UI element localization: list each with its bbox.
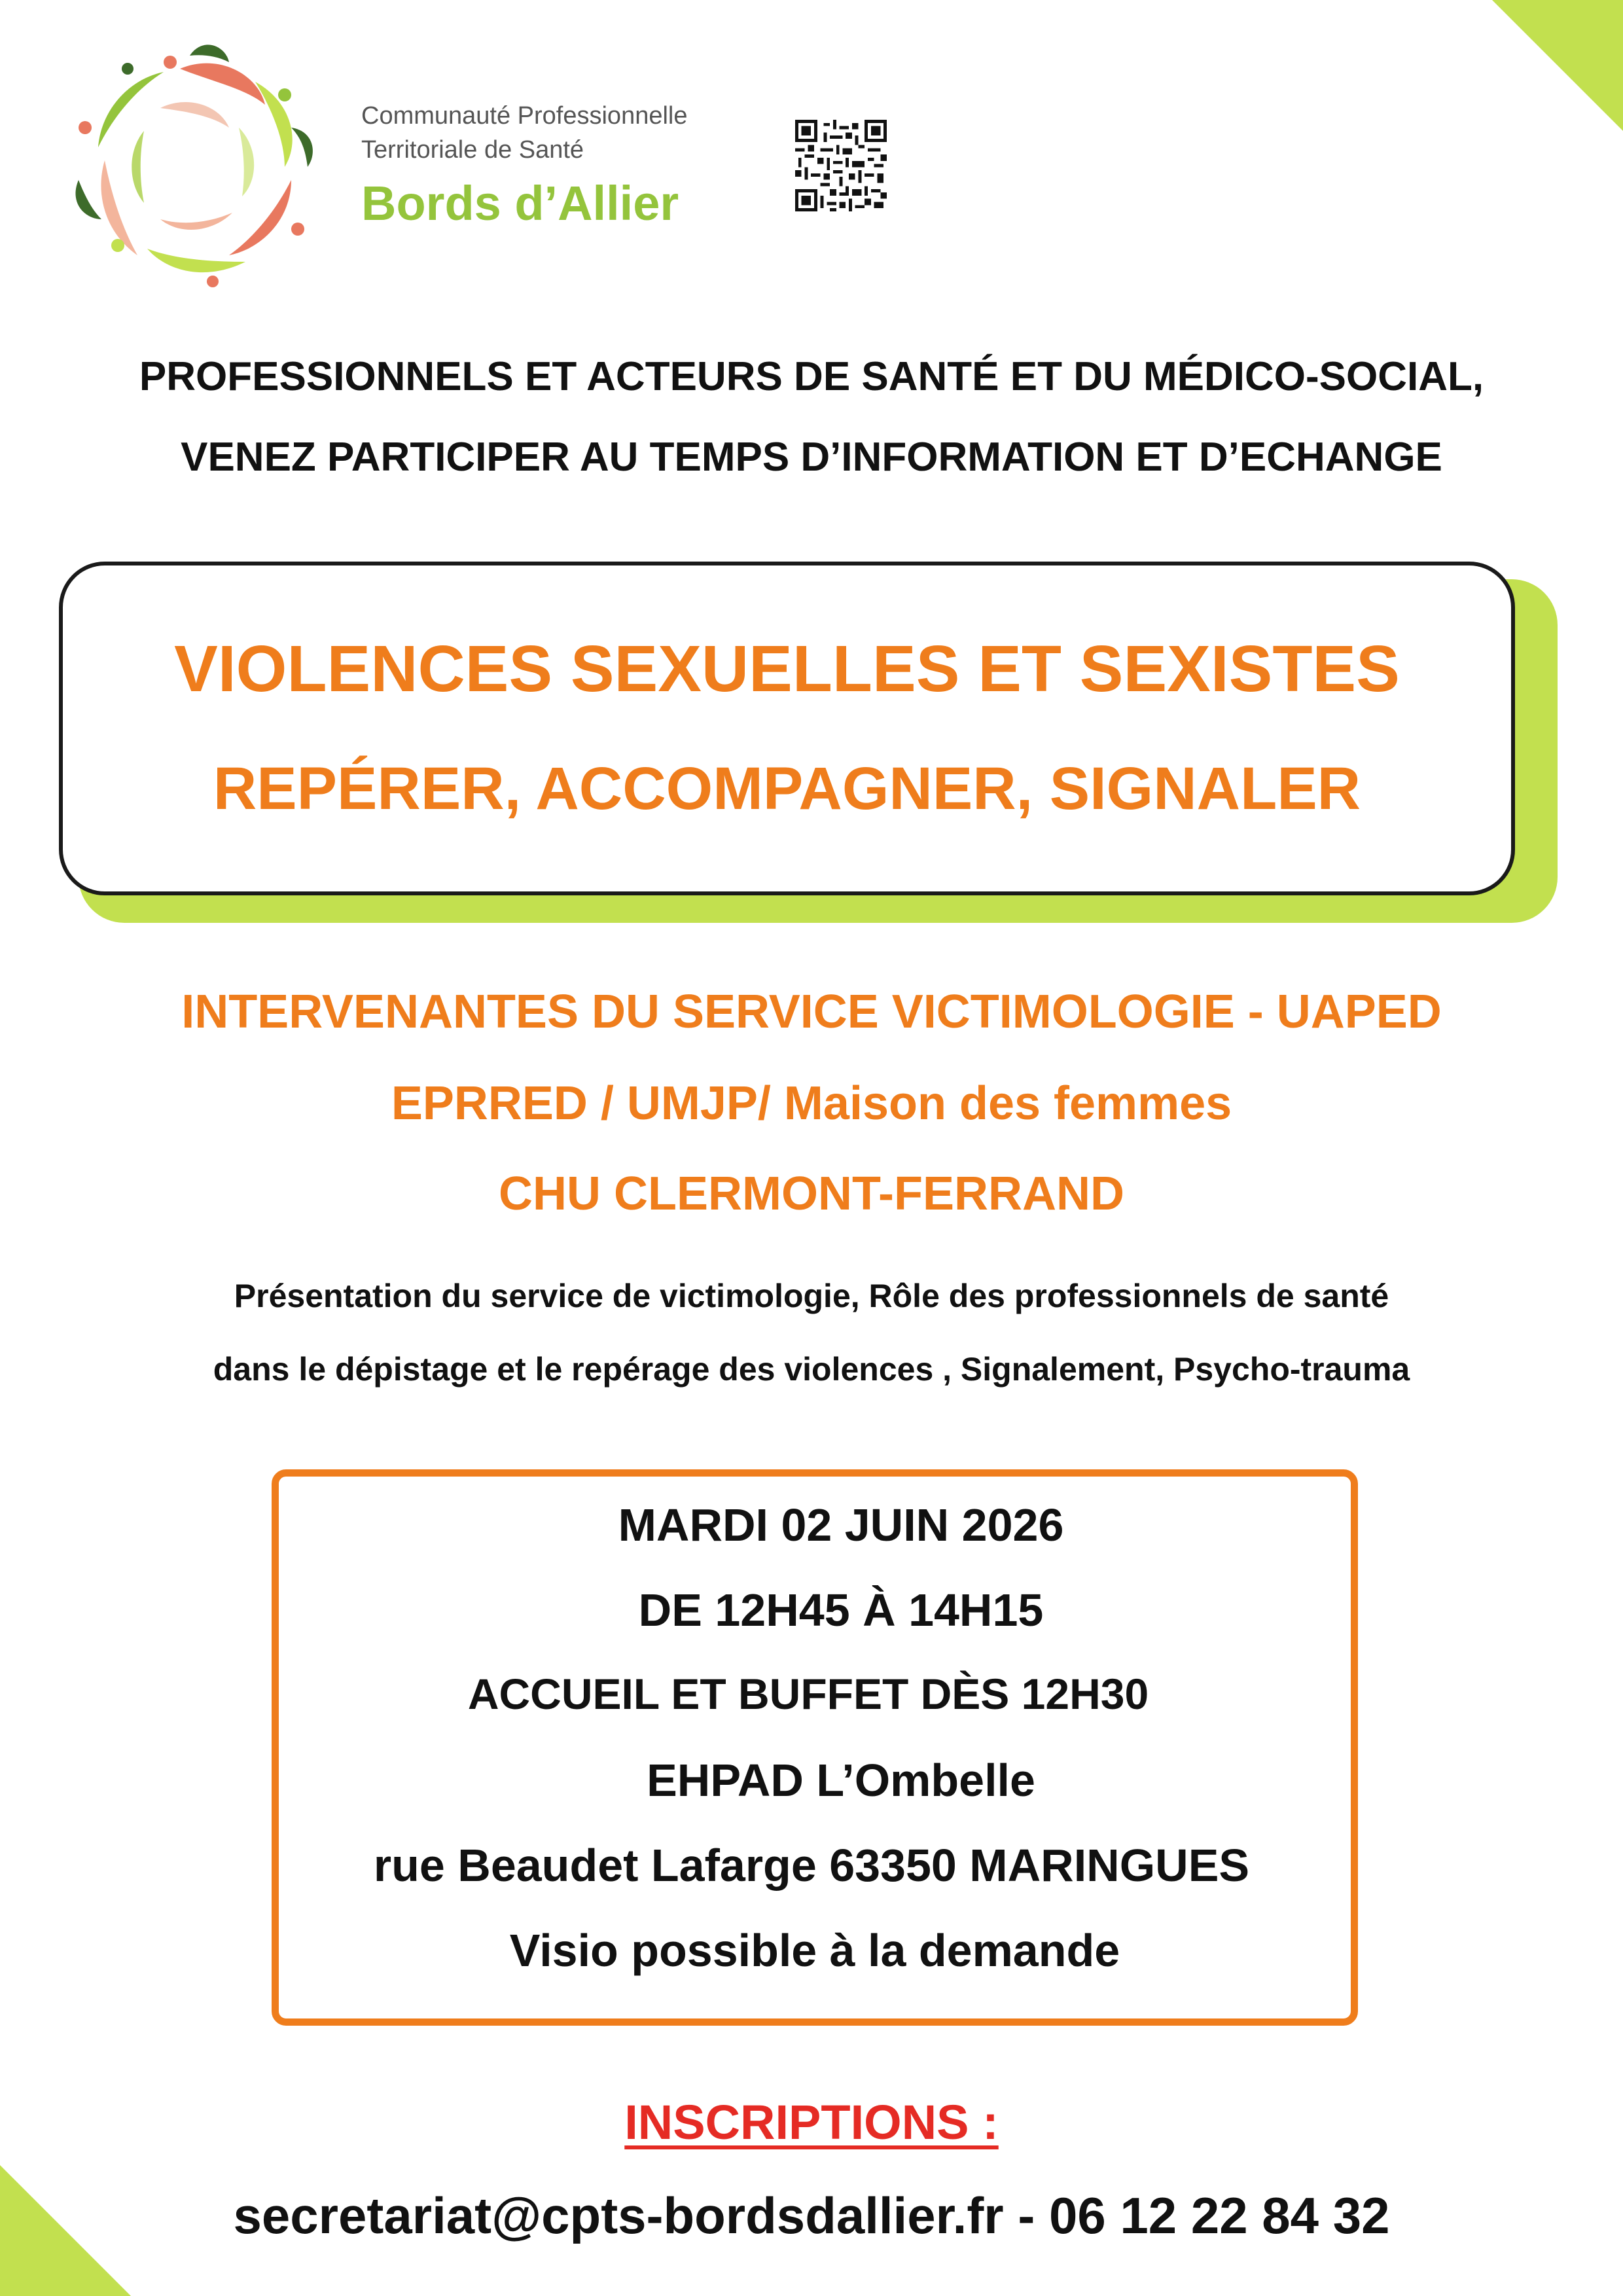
- title-line-1: VIOLENCES SEXUELLES ET SEXISTES: [174, 632, 1400, 706]
- event-time: DE 12H45 À 14H15: [638, 1585, 1044, 1636]
- phone-number[interactable]: 06 12 22 84 32: [1049, 2187, 1390, 2244]
- event-visio: Visio possible à la demande: [509, 1925, 1120, 1976]
- speakers-line-2: EPRRED / UMJP/ Maison des femmes: [391, 1077, 1232, 1130]
- inscriptions-heading: INSCRIPTIONS :: [624, 2095, 999, 2149]
- email-link[interactable]: secretariat@cpts-bordsdallier.fr: [233, 2187, 1004, 2244]
- speakers-line-1: INTERVENANTES DU SERVICE VICTIMOLOGIE - UAPED: [181, 986, 1442, 1038]
- description-line-1: Présentation du service de victimologie, Rôle des professionnels de santé: [234, 1278, 1389, 1314]
- title-box: [59, 562, 1515, 895]
- event-venue: EHPAD L’Ombelle: [647, 1755, 1035, 1806]
- intro-line-1: PROFESSIONNELS ET ACTEURS DE SANTÉ ET DU MÉDICO-SOCIAL,: [139, 354, 1484, 399]
- corner-decoration-top-right: [1492, 0, 1623, 131]
- event-date: MARDI 02 JUIN 2026: [618, 1499, 1064, 1551]
- speakers-line-3: CHU CLERMONT-FERRAND: [499, 1168, 1124, 1220]
- brand-name: Bords d’Allier: [361, 176, 679, 230]
- brand-line-2: Territoriale de Santé: [361, 136, 584, 164]
- event-welcome: ACCUEIL ET BUFFET DÈS 12H30: [467, 1670, 1149, 1718]
- brand-line-1: Communauté Professionnelle: [361, 102, 688, 130]
- intro-line-2: VENEZ PARTICIPER AU TEMPS D’INFORMATION ET D’ECHANGE: [181, 435, 1442, 480]
- cpts-flower-logo-icon: [62, 43, 324, 291]
- event-address: rue Beaudet Lafarge 63350 MARINGUES: [373, 1840, 1250, 1891]
- description-line-2: dans le dépistage et le repérage des violences , Signalement, Psycho-trauma: [213, 1351, 1410, 1388]
- title-line-2: REPÉRER, ACCOMPAGNER, SIGNALER: [213, 755, 1361, 822]
- qr-code-icon: [795, 120, 887, 211]
- contact-line: [0, 2186, 1623, 2246]
- contact-separator: -: [1003, 2187, 1049, 2244]
